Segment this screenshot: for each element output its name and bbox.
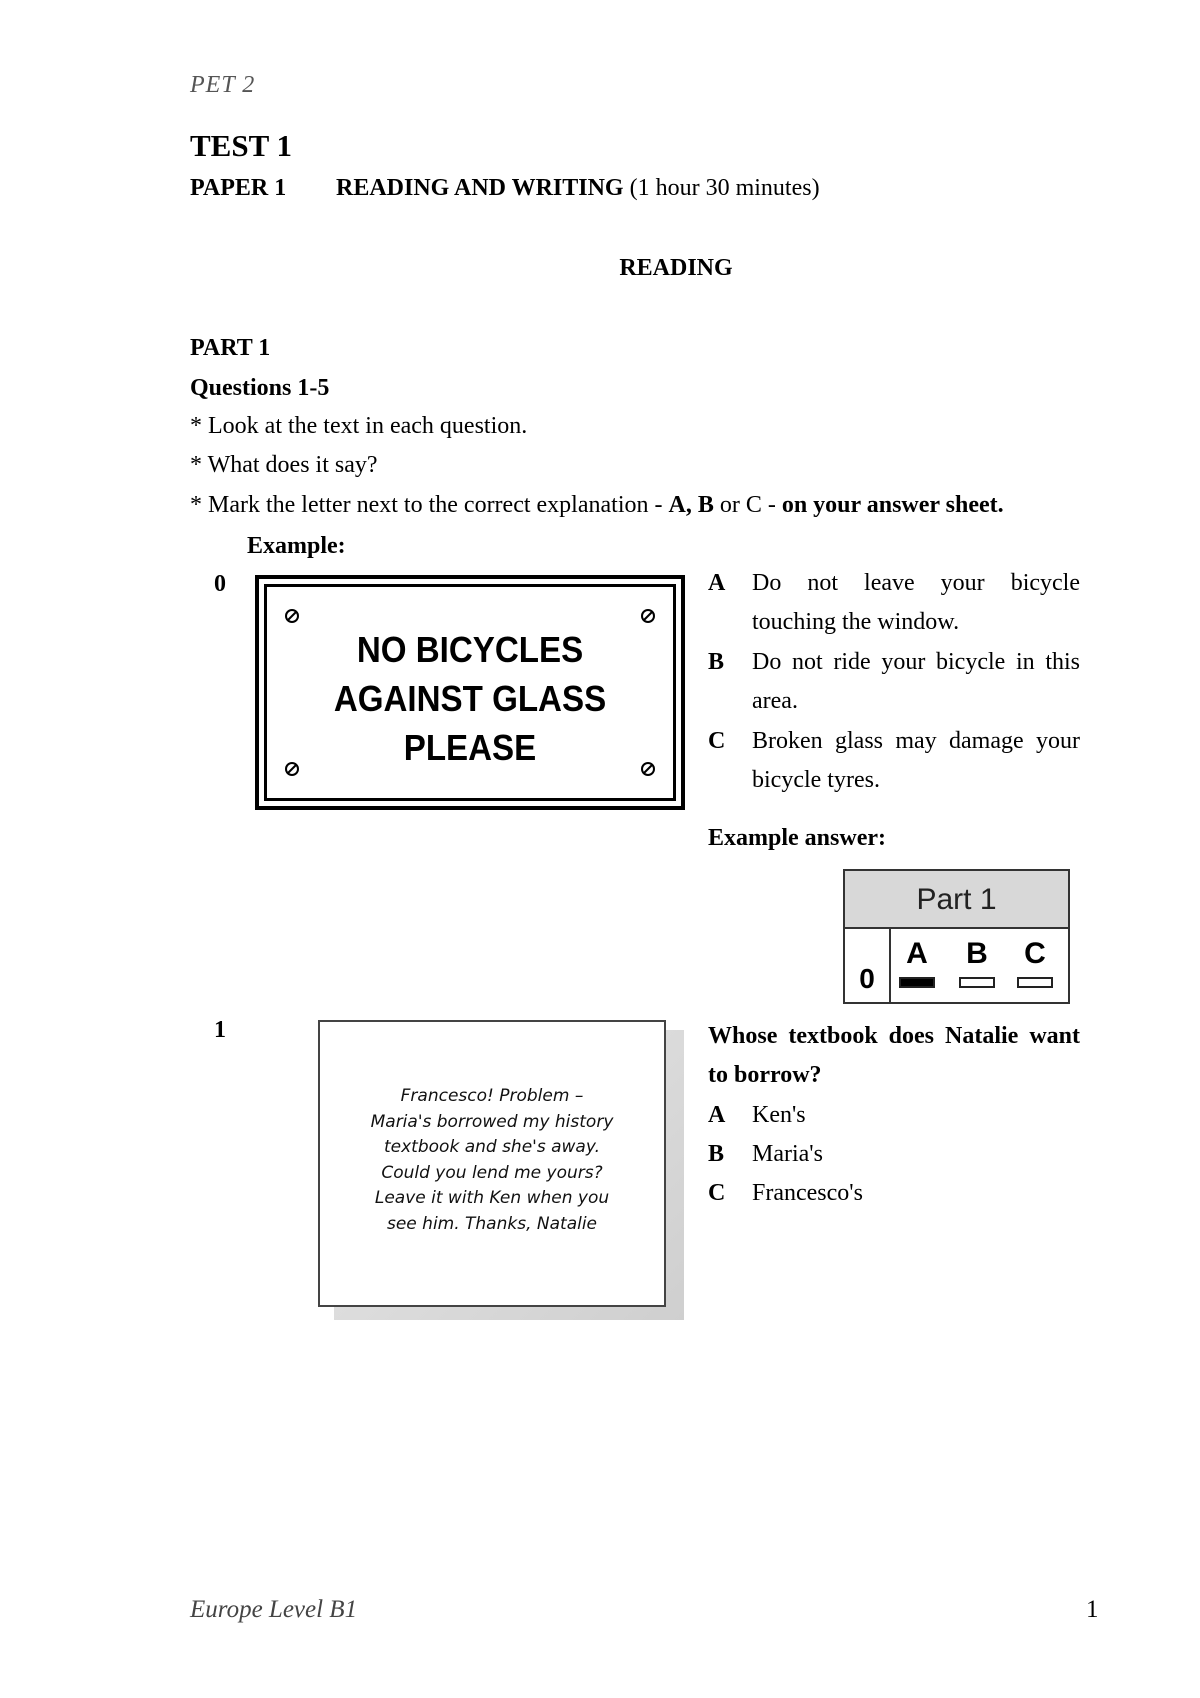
option-text: Francesco's <box>752 1180 863 1206</box>
note-line: Francesco! Problem – <box>400 1086 584 1106</box>
option-letter: A <box>708 1102 726 1128</box>
sign-line: NO BICYCLES <box>356 629 584 670</box>
answer-mark-c <box>1017 977 1053 988</box>
part-title: PART 1 <box>190 335 271 361</box>
instruction-3-text: * Mark the letter next to the correct explanation - <box>190 492 669 518</box>
option-letter: C <box>708 1180 726 1206</box>
option-text: Maria's <box>752 1141 823 1167</box>
option-letter: C <box>708 728 726 754</box>
note-line: see him. Thanks, Natalie <box>386 1213 598 1234</box>
instruction-3-or: or <box>713 492 746 518</box>
sign-line: PLEASE <box>403 727 537 768</box>
paper-label: PAPER 1 <box>190 175 287 201</box>
screw-icon <box>285 609 299 623</box>
screw-icon <box>641 609 655 623</box>
instruction-1: * Look at the text in each question. <box>190 413 528 439</box>
option-text: Broken glass may damage your bicycle tyres. <box>752 728 1080 793</box>
instruction-3-letter-c: C - <box>745 492 782 518</box>
answer-letter-a: A <box>906 937 928 970</box>
sign-line: AGAINST GLASS <box>333 678 607 719</box>
answer-mark-b <box>959 977 995 988</box>
answer-sheet-row-number: 0 <box>845 929 891 1002</box>
note-line: Could you lend me yours? <box>381 1162 603 1183</box>
paper-title: READING AND WRITING <box>336 175 624 201</box>
instruction-3 <box>190 492 1004 519</box>
example-answer-label: Example answer: <box>708 825 886 851</box>
paper-line <box>190 175 820 202</box>
option-letter: A <box>708 570 726 596</box>
option-text: Ken's <box>752 1102 806 1128</box>
page-number: 1 <box>1086 1596 1099 1623</box>
option-letter: B <box>708 1141 725 1167</box>
note-text <box>330 1084 654 1237</box>
answer-letter-c: C <box>1024 937 1046 970</box>
example-option-b <box>708 643 1080 721</box>
answer-mark-a-filled <box>899 977 935 988</box>
note-line: Leave it with Ken when you <box>374 1188 610 1208</box>
paper-duration: (1 hour 30 minutes) <box>629 175 820 201</box>
sign-text <box>283 625 657 772</box>
option-text: Do not leave your bicycle touching the window. <box>752 570 1080 635</box>
note-line: Maria's borrowed my history <box>370 1111 614 1132</box>
example-sign <box>255 575 685 810</box>
question-1-option-a <box>708 1096 1080 1135</box>
questions-range: Questions 1-5 <box>190 375 330 401</box>
section-title: READING <box>619 255 733 281</box>
option-letter: B <box>708 649 725 675</box>
answer-letter-b: B <box>966 937 988 970</box>
example-option-c <box>708 722 1080 800</box>
instruction-3-letters: A, B <box>668 492 714 518</box>
instruction-3-answer-sheet: on your answer sheet. <box>781 492 1004 518</box>
example-option-a <box>708 564 1080 642</box>
question-1-text: Whose textbook does Natalie want to borrow? <box>708 1023 1080 1088</box>
header-tag: PET 2 <box>190 72 256 98</box>
example-label: Example: <box>247 533 346 559</box>
question-1-option-b <box>708 1135 1080 1174</box>
instruction-2: * What does it say? <box>190 452 378 478</box>
note-card <box>318 1020 666 1307</box>
example-number: 0 <box>214 571 226 597</box>
question-1-option-c <box>708 1174 1080 1213</box>
test-title: TEST 1 <box>190 128 292 163</box>
note-line: textbook and she's away. <box>384 1137 600 1157</box>
option-text: Do not ride your bicycle in this area. <box>752 649 1080 714</box>
answer-sheet-header: Part 1 <box>845 871 1068 929</box>
question-1-number: 1 <box>214 1017 226 1043</box>
footer-level: Europe Level B1 <box>190 1596 358 1623</box>
answer-sheet-sample <box>843 869 1070 1004</box>
